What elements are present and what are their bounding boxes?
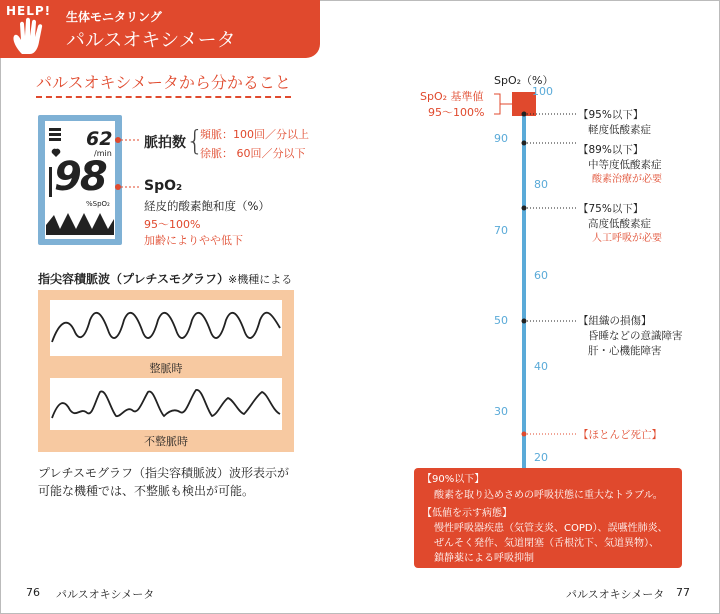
header-title: パルスオキシメータ (66, 29, 236, 51)
footer-title-left: パルスオキシメータ (56, 588, 155, 601)
level-tissue-body: 昏睡などの意識障害 (588, 330, 683, 342)
baseline-range: 95〜100% (428, 106, 485, 119)
pleth-note: ※機種による (228, 273, 293, 286)
tachycardia-text: 頻脈：100回／分以上 (200, 128, 309, 141)
hypoxia-info-box (414, 468, 682, 568)
regular-waveform (50, 300, 282, 356)
level-95-head: 【95%以下】 (578, 109, 644, 121)
tick-80: 80 (534, 178, 548, 191)
level-tissue-head: 【組織の損傷】 (578, 315, 652, 327)
tick-70: 70 (494, 224, 508, 237)
brace: { (186, 124, 204, 157)
tick-60: 60 (534, 269, 548, 282)
baseline-bracket (486, 92, 512, 116)
tick-40: 40 (534, 360, 548, 373)
scale-title: SpO₂（%） (494, 74, 554, 87)
redbox-head1: 【90%以下】 (422, 474, 485, 485)
redbox-head2: 【低値を示す病態】 (422, 508, 512, 519)
spo2-unit: %SpO₂ (86, 200, 110, 208)
irregular-caption: 不整脈時 (144, 435, 188, 448)
pulse-label: 脈拍数 (144, 135, 186, 151)
spo2-label: SpO₂ (144, 178, 183, 194)
spo2-aging-note: 加齢によりやや低下 (144, 234, 243, 247)
level-75-head: 【75%以下】 (578, 203, 644, 215)
help-label: HELP! (6, 4, 52, 18)
tick-30: 30 (494, 405, 508, 418)
tick-90: 90 (494, 132, 508, 145)
redbox-body2c: 鎮静薬による呼吸抑制 (434, 553, 534, 564)
regular-caption: 整脈時 (149, 362, 183, 375)
level-89-body: 中等度低酸素症 (588, 159, 662, 171)
level-death-head: 【ほとんど死亡】 (578, 429, 662, 441)
spo2-normal-range: 95〜100% (144, 218, 201, 231)
regular-wave (50, 300, 282, 356)
pulse-readout: 62 (86, 128, 113, 150)
tick-20: 20 (534, 451, 548, 464)
irregular-wave (50, 378, 282, 430)
page-number-left: 76 (26, 586, 40, 599)
pleth-panel (38, 290, 294, 452)
redbox-body2a: 慢性呼吸器疾患（気管支炎、COPD）、誤嚥性肺炎、 (434, 523, 668, 534)
baseline-label: SpO₂ 基準値 (420, 90, 484, 103)
level-75-body: 高度低酸素症 (588, 218, 651, 230)
irregular-waveform (50, 378, 282, 430)
bradycardia-text: 徐脈： 60回／分以下 (200, 147, 306, 160)
redbox-body1: 酸素を取り込めさめの呼吸状態に重大なトラブル。 (434, 490, 663, 501)
pulse-unit: /min (94, 149, 112, 158)
level-leaders (518, 110, 580, 440)
section-title: パルスオキシメータから分かること (36, 70, 291, 98)
tick-50: 50 (494, 314, 508, 327)
pleth-title: 指尖容積脈波（プレチスモグラフ） (38, 272, 230, 286)
tick-100: 100 (532, 85, 553, 98)
level-89-extra: 酸素治療が必要 (592, 174, 662, 185)
page-number-right: 77 (676, 586, 690, 599)
callout-lines (112, 132, 142, 192)
hand-icon (8, 16, 52, 56)
footer-title-right: パルスオキシメータ (566, 588, 665, 601)
pleth-text-line1: プレチスモグラフ（指尖容積脈波）波形表示が (38, 466, 290, 480)
header-subtitle: 生体モニタリング (66, 10, 162, 24)
redbox-body2b: ぜんそく発作、気道閉塞（舌根沈下、気道異物）、 (434, 538, 659, 549)
level-tissue-extra: 肝・心機能障害 (588, 345, 662, 357)
level-89-head: 【89%以下】 (578, 144, 644, 156)
spo2-description: 経皮的酸素飽和度（%） (144, 199, 270, 213)
pleth-text-line2: 可能な機種では、不整脈も検出が可能。 (38, 484, 255, 498)
level-75-extra: 人工呼吸が必要 (592, 233, 662, 244)
level-95-body: 軽度低酸素症 (588, 124, 651, 136)
spo2-readout: 98 (54, 154, 106, 200)
